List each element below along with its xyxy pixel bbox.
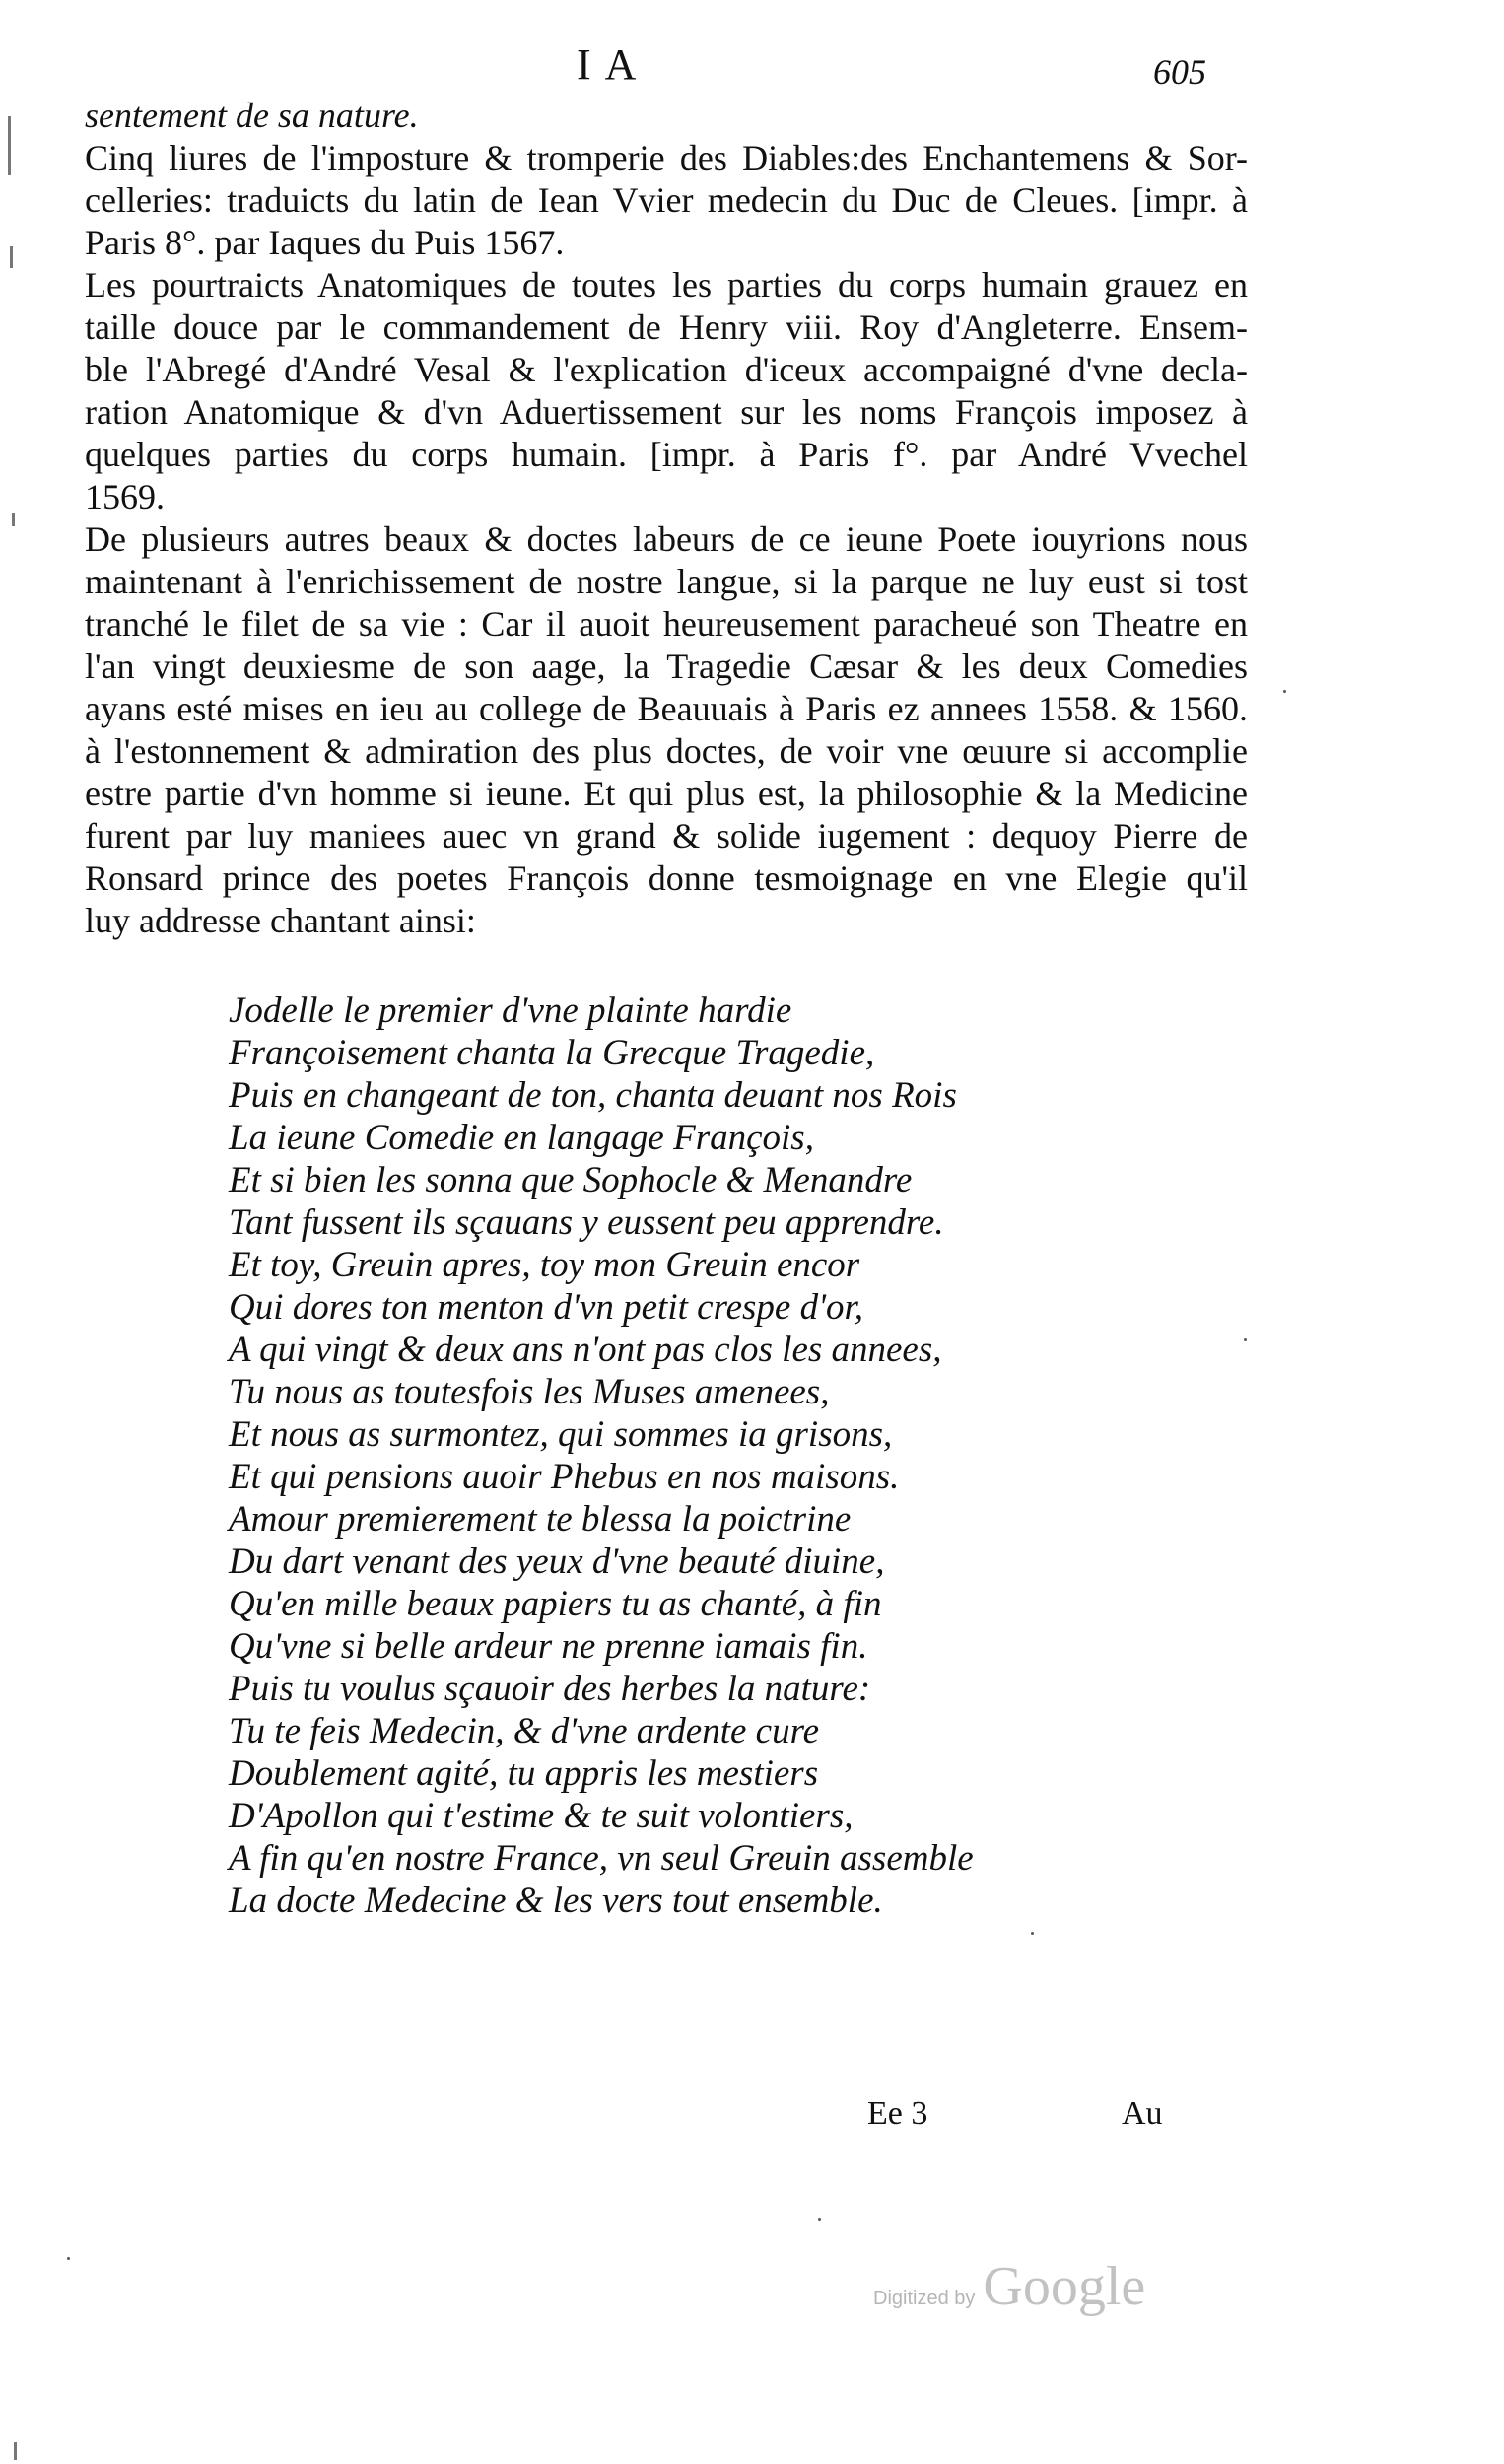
verse-line: La docte Medecine & les vers tout ensemble. <box>229 1881 883 1921</box>
prose-line: Ronsard prince des poetes François donne tesmoignage en vne Elegie qu'il <box>85 858 1248 898</box>
verse-line: D'Apollon qui t'estime & te suit volontiers, <box>229 1796 854 1836</box>
ink-speck <box>1283 690 1286 693</box>
prose-line: Paris 8°. par Iaques du Puis 1567. <box>85 223 565 262</box>
verse-line: Tant fussent ils sçauans y eussent peu apprendre. <box>229 1202 944 1243</box>
verse-line: Et toy, Greuin apres, toy mon Greuin encor <box>229 1245 860 1285</box>
ink-speck <box>1244 1338 1247 1341</box>
running-head: IA <box>577 40 650 89</box>
margin-bleed-mark <box>12 513 15 526</box>
prose-line: à l'estonnement & admiration des plus doctes, de voir vne œuure si accomplie <box>85 731 1248 771</box>
verse-line: Doublement agité, tu appris les mestiers <box>229 1753 819 1794</box>
signature-mark: Ee 3 <box>867 2095 928 2132</box>
verse-block <box>229 990 1116 1922</box>
ink-speck <box>67 2257 70 2260</box>
verse-line: Puis en changeant de ton, chanta deuant nos Rois <box>229 1075 957 1116</box>
prose-line: estre partie d'vn homme si ieune. Et qui plus est, la philosophie & la Medicine <box>85 774 1248 813</box>
verse-line: Françoisement chanta la Grecque Tragedie, <box>229 1033 875 1073</box>
prose-line: luy addresse chantant ainsi: <box>85 901 476 940</box>
prose-line: taille douce par le commandement de Henry viii. Roy d'Angleterre. Ensem- <box>85 308 1248 347</box>
prose-line: tranché le filet de sa vie : Car il auoit heureusement paracheué son Theatre en <box>85 604 1248 644</box>
verse-line: Tu te feis Medecin, & d'vne ardente cure <box>229 1711 820 1751</box>
verse-line: Jodelle le premier d'vne plainte hardie <box>229 991 792 1031</box>
verse-line: A fin qu'en nostre France, vn seul Greuin assemble <box>229 1838 974 1879</box>
prose-line: quelques parties du corps humain. [impr. à Paris f°. par André Vvechel <box>85 435 1248 474</box>
prose-line: 1569. <box>85 477 165 516</box>
verse-line: Du dart venant des yeux d'vne beauté diuine, <box>229 1541 885 1582</box>
verse-line: Amour premierement te blessa la poictrine <box>229 1499 852 1540</box>
ink-speck <box>1031 1932 1034 1935</box>
verse-line: Et si bien les sonna que Sophocle & Menandre <box>229 1160 913 1200</box>
verse-line: Qu'en mille beaux papiers tu as chanté, à fin <box>229 1584 882 1624</box>
google-logo: Google <box>983 2256 1146 2317</box>
verse-line: Puis tu voulus sçauoir des herbes la nature: <box>229 1669 871 1709</box>
verse-line: A qui vingt & deux ans n'ont pas clos les annees, <box>229 1330 942 1370</box>
prose-line: celleries: traduicts du latin de Iean Vvier medecin du Duc de Cleues. [impr. à <box>85 180 1248 220</box>
verse-line: Et nous as surmontez, qui sommes ia grisons, <box>229 1414 893 1455</box>
margin-bleed-mark <box>14 2442 17 2460</box>
digitization-watermark <box>873 2255 1145 2318</box>
prose-line: l'an vingt deuxiesme de son aage, la Tragedie Cæsar & les deux Comedies <box>85 647 1248 686</box>
verse-line: La ieune Comedie en langage François, <box>229 1118 814 1158</box>
prose-block <box>85 95 1248 942</box>
verse-line: Qu'vne si belle ardeur ne prenne iamais fin. <box>229 1626 868 1667</box>
verse-line: Qui dores ton menton d'vn petit crespe d'or, <box>229 1287 864 1328</box>
verse-line: Tu nous as toutesfois les Muses amenees, <box>229 1372 830 1412</box>
prose-line: maintenant à l'enrichissement de nostre langue, si la parque ne luy eust si tost <box>85 562 1248 601</box>
prose-line: Cinq liures de l'imposture & tromperie des Diables:des Enchantemens & Sor- <box>85 138 1248 177</box>
page-number: 605 <box>1153 52 1206 92</box>
prose-line: De plusieurs autres beaux & doctes labeurs de ce ieune Poete iouyrions nous <box>85 519 1248 559</box>
margin-bleed-mark <box>10 246 13 268</box>
margin-bleed-mark <box>8 116 11 175</box>
watermark-prefix: Digitized by <box>873 2288 976 2309</box>
prose-line: furent par luy maniees auec vn grand & solide iugement : dequoy Pierre de <box>85 816 1248 856</box>
catchword: Au <box>1122 2095 1163 2132</box>
verse-line: Et qui pensions auoir Phebus en nos maisons. <box>229 1457 900 1497</box>
prose-line: sentement de sa nature. <box>85 96 419 135</box>
prose-line: ble l'Abregé d'André Vesal & l'explication d'iceux accompaigné d'vne decla- <box>85 350 1248 389</box>
prose-line: ayans esté mises en ieu au college de Beauuais à Paris ez annees 1558. & 1560. <box>85 689 1248 728</box>
prose-line: ration Anatomique & d'vn Aduertissement sur les noms François imposez à <box>85 392 1248 432</box>
ink-speck <box>818 2218 821 2221</box>
prose-line: Les pourtraicts Anatomiques de toutes les parties du corps humain grauez en <box>85 265 1248 305</box>
